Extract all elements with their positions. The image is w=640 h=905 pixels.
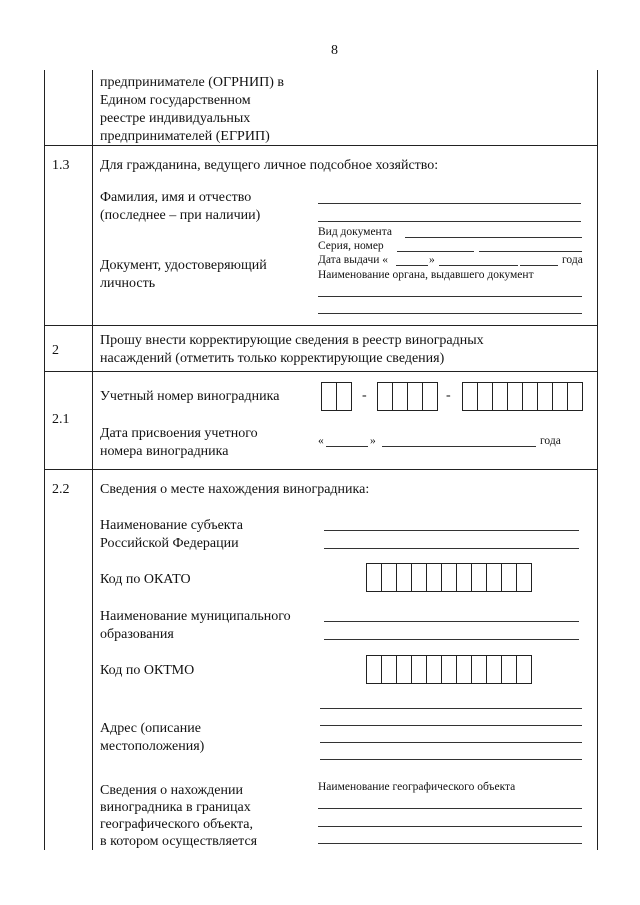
- table-right-border: [597, 70, 598, 850]
- geo-field-3[interactable]: [318, 843, 582, 844]
- section-2-title-1: Прошу внести корректирующие сведения в реестр виноградных: [100, 333, 484, 348]
- okato-code-boxes[interactable]: [366, 563, 532, 592]
- municipal-field-2[interactable]: [324, 639, 579, 640]
- section-2-title-2: насаждений (отметить только корректирующие сведения): [100, 351, 445, 366]
- account-dash-2: -: [446, 388, 451, 403]
- oktmo-label: Код по ОКТМО: [100, 663, 195, 678]
- assign-date-year-label: года: [540, 435, 561, 447]
- table-left-border: [44, 70, 45, 850]
- fio-label-1: Фамилия, имя и отчество: [100, 190, 252, 205]
- section-2-2-number: 2.2: [52, 482, 70, 497]
- geo-field-2[interactable]: [318, 826, 582, 827]
- doc-date-day-field[interactable]: [396, 265, 428, 266]
- account-number-label: Учетный номер виноградника: [100, 389, 280, 404]
- doc-series-label: Серия, номер: [318, 240, 384, 252]
- doc-org-field-2[interactable]: [318, 313, 582, 314]
- subject-field-1[interactable]: [324, 530, 579, 531]
- account-number-middle-boxes[interactable]: [377, 382, 438, 411]
- geo-label-3: географического объекта,: [100, 817, 253, 832]
- section-2-2-title: Сведения о месте нахождения виноградника:: [100, 482, 370, 497]
- assign-date-label-2: номера виноградника: [100, 444, 229, 459]
- section-2-1-number: 2.1: [52, 412, 70, 427]
- geo-field-1[interactable]: [318, 808, 582, 809]
- doc-series-field[interactable]: [397, 251, 474, 252]
- intro-line-4: предпринимателей (ЕГРИП): [100, 129, 270, 144]
- account-number-last-boxes[interactable]: [462, 382, 583, 411]
- assign-date-close-quote: »: [370, 435, 376, 447]
- row-divider-4: [44, 469, 597, 470]
- account-number-region-boxes[interactable]: [321, 382, 352, 411]
- municipal-label-2: образования: [100, 627, 174, 642]
- account-dash-1: -: [362, 388, 367, 403]
- doc-date-close-quote: »: [429, 254, 435, 266]
- address-field-2[interactable]: [320, 725, 582, 726]
- okato-label: Код по ОКАТО: [100, 572, 191, 587]
- row-divider-2: [44, 325, 597, 326]
- intro-line-1: предпринимателе (ОГРНИП) в: [100, 75, 285, 90]
- address-field-1[interactable]: [320, 708, 582, 709]
- section-2-number: 2: [52, 343, 59, 358]
- doc-label-1: Документ, удостоверяющий: [100, 258, 267, 273]
- fio-field-line-2[interactable]: [318, 221, 581, 222]
- assign-date-label-1: Дата присвоения учетного: [100, 426, 258, 441]
- municipal-field-1[interactable]: [324, 621, 579, 622]
- doc-number-field[interactable]: [479, 251, 582, 252]
- geo-label-1: Сведения о нахождении: [100, 783, 243, 798]
- doc-type-label: Вид документа: [318, 226, 392, 238]
- doc-org-field-1[interactable]: [318, 296, 582, 297]
- page-number: 8: [331, 43, 338, 58]
- subject-label-2: Российской Федерации: [100, 536, 239, 551]
- doc-date-year-label: года: [562, 254, 583, 266]
- doc-date-year-field[interactable]: [520, 265, 558, 266]
- address-label-2: местоположения): [100, 739, 205, 754]
- doc-date-month-field[interactable]: [439, 265, 518, 266]
- address-field-3[interactable]: [320, 742, 582, 743]
- municipal-label-1: Наименование муниципального: [100, 609, 291, 624]
- section-1-3-number: 1.3: [52, 158, 70, 173]
- table-col-divider: [92, 70, 93, 850]
- doc-org-label: Наименование органа, выдавшего документ: [318, 269, 534, 281]
- assign-date-open-quote: «: [318, 435, 324, 447]
- fio-label-2: (последнее – при наличии): [100, 208, 261, 223]
- fio-field-line-1[interactable]: [318, 203, 581, 204]
- assign-date-month-field[interactable]: [382, 446, 536, 447]
- section-1-3-title: Для гражданина, ведущего личное подсобное хозяйство:: [100, 158, 439, 173]
- doc-type-field[interactable]: [405, 237, 582, 238]
- subject-field-2[interactable]: [324, 548, 579, 549]
- subject-label-1: Наименование субъекта: [100, 518, 243, 533]
- intro-line-3: реестре индивидуальных: [100, 111, 251, 126]
- geo-label-4: в котором осуществляется: [100, 834, 258, 849]
- oktmo-code-boxes[interactable]: [366, 655, 532, 684]
- intro-line-2: Едином государственном: [100, 93, 251, 108]
- address-label-1: Адрес (описание: [100, 721, 201, 736]
- geo-label-2: виноградника в границах: [100, 800, 251, 815]
- geo-object-name-label: Наименование географического объекта: [318, 781, 516, 793]
- assign-date-day-field[interactable]: [326, 446, 368, 447]
- doc-label-2: личность: [100, 276, 156, 291]
- doc-date-label: Дата выдачи «: [318, 254, 389, 266]
- address-field-4[interactable]: [320, 759, 582, 760]
- row-divider-3: [44, 371, 597, 372]
